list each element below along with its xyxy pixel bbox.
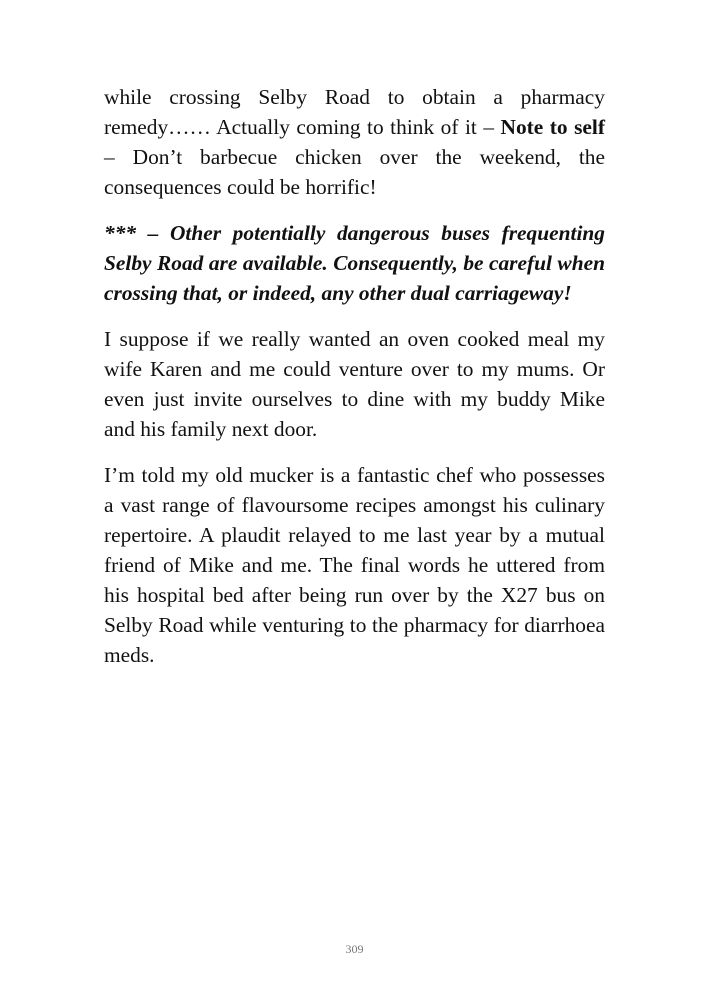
paragraph-1-text-start: while crossing Selby Road to obtain a pharmacy remedy…… Actually coming to think of it – bbox=[104, 85, 605, 139]
page-number: 309 bbox=[345, 942, 364, 956]
paragraph-3: I suppose if we really wanted an oven cooked meal my wife Karen and me could venture over to my mums. Or even just invite ourselves to dine with my buddy Mike and his family next door. bbox=[104, 327, 605, 441]
body-text bbox=[104, 82, 605, 686]
paragraph-2-disclaimer: *** – Other potentially dangerous buses frequenting Selby Road are available. Consequently, be careful when crossing that, or indeed, any other dual carriageway! bbox=[104, 221, 605, 305]
paragraph-4: I’m told my old mucker is a fantastic chef who possesses a vast range of flavoursome recipes amongst his culinary repertoire. A plaudit relayed to me last year by a mutual friend of Mike and me. The final words he uttered from his hospital bed after being run over by the X27 bus on Selby Road while venturing to the pharmacy for diarrhoea meds. bbox=[104, 463, 605, 667]
paragraph-1 bbox=[104, 82, 605, 202]
paragraph-1-text-end: – Don’t barbecue chicken over the weekend, the consequences could be horrific! bbox=[104, 145, 605, 199]
note-to-self-bold: Note to self bbox=[500, 115, 605, 139]
